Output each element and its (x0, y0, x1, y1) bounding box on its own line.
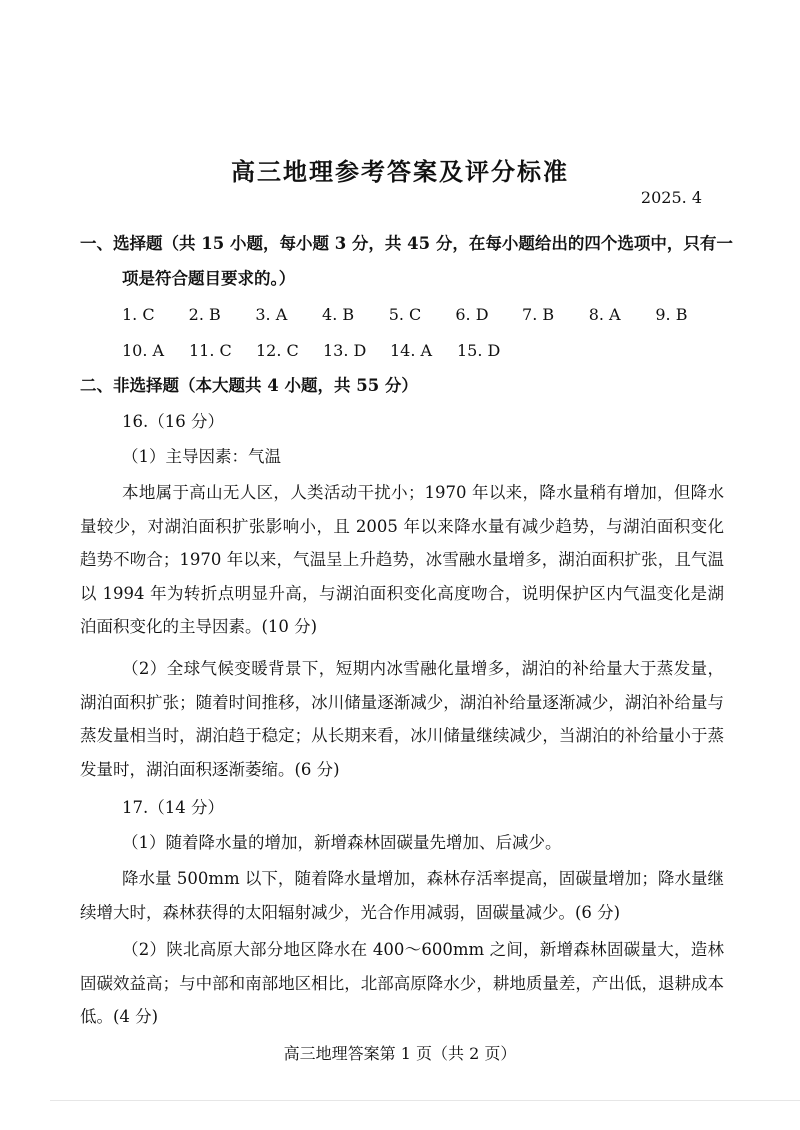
answer-item: 12. C (256, 341, 299, 360)
answer-item: 2. B (188, 305, 221, 324)
answer-item: 1. C (122, 305, 155, 324)
answer-item: 5. C (388, 305, 422, 324)
answers-row-2 (122, 340, 722, 362)
page-title: 高三地理参考答案及评分标准 (231, 157, 569, 186)
section1-heading-line2: 项是符合题目要求的。） (122, 269, 296, 288)
bottom-divider (50, 1100, 800, 1101)
answer-item: 13. D (323, 341, 367, 360)
answer-item: 4. B (322, 305, 355, 324)
page-footer: 高三地理答案第 1 页（共 2 页） (283, 1044, 517, 1063)
q16-label: 16.（16 分） (122, 412, 224, 431)
section1-heading-line1: 一、选择题（共 15 小题，每小题 3 分，共 45 分，在每小题给出的四个选项中，只有一 (80, 234, 733, 253)
answers-row-1 (122, 304, 722, 326)
section2-heading: 二、非选择题（本大题共 4 小题，共 55 分） (80, 376, 418, 395)
q16-part1-head: （1）主导因素：气温 (122, 447, 281, 466)
q16-part1-body: 本地属于高山无人区，人类活动干扰小；1970 年以来，降水量稍有增加，但降水量较少，对湖泊面积扩张影响小，且 2005 年以来降水量有减少趋势，与湖泊面积变化趋势不吻合；1970 年以来，气温呈上升趋势，冰雪融水量增多，湖泊面积扩张，且气温以 1994 年为转折点明显升高，与湖泊面积变化高度吻合，说明保护区内气温变化是湖泊面积变化的主导因素。(10 分) (80, 483, 724, 636)
answer-item: 9. B (655, 305, 688, 324)
answer-item: 8. A (588, 305, 621, 324)
answer-item: 15. D (457, 341, 501, 360)
answer-item: 6. D (455, 305, 489, 324)
q17-part2-body: （2）陕北高原大部分地区降水在 400～600mm 之间，新增森林固碳量大，造林固碳效益高；与中部和南部地区相比，北部高原降水少，耕地质量差，产出低，退耕成本低。(4 分) (80, 940, 724, 1026)
q17-part1-head: （1）随着降水量的增加，新增森林固碳量先增加、后减少。 (122, 833, 562, 852)
q17-part1-body: 降水量 500mm 以下，随着降水量增加，森林存活率提高，固碳量增加；降水量继续增大时，森林获得的太阳辐射减少，光合作用减弱，固碳量减少。(6 分) (80, 869, 724, 922)
q17-label: 17.（14 分） (122, 798, 224, 817)
date: 2025. 4 (640, 188, 702, 207)
answer-item: 11. C (189, 341, 232, 360)
q16-part2-body: （2）全球气候变暖背景下，短期内冰雪融化量增多，湖泊的补给量大于蒸发量，湖泊面积扩张；随着时间推移，冰川储量逐渐减少，湖泊补给量逐渐减少，湖泊补给量与蒸发量相当时，湖泊趋于稳定；从长期来看，冰川储量继续减少，当湖泊的补给量小于蒸发量时，湖泊面积逐渐萎缩。(6 分) (80, 659, 724, 779)
answer-item: 7. B (522, 305, 555, 324)
answer-item: 14. A (390, 341, 433, 360)
answer-item: 10. A (122, 341, 165, 360)
answer-item: 3. A (255, 305, 288, 324)
